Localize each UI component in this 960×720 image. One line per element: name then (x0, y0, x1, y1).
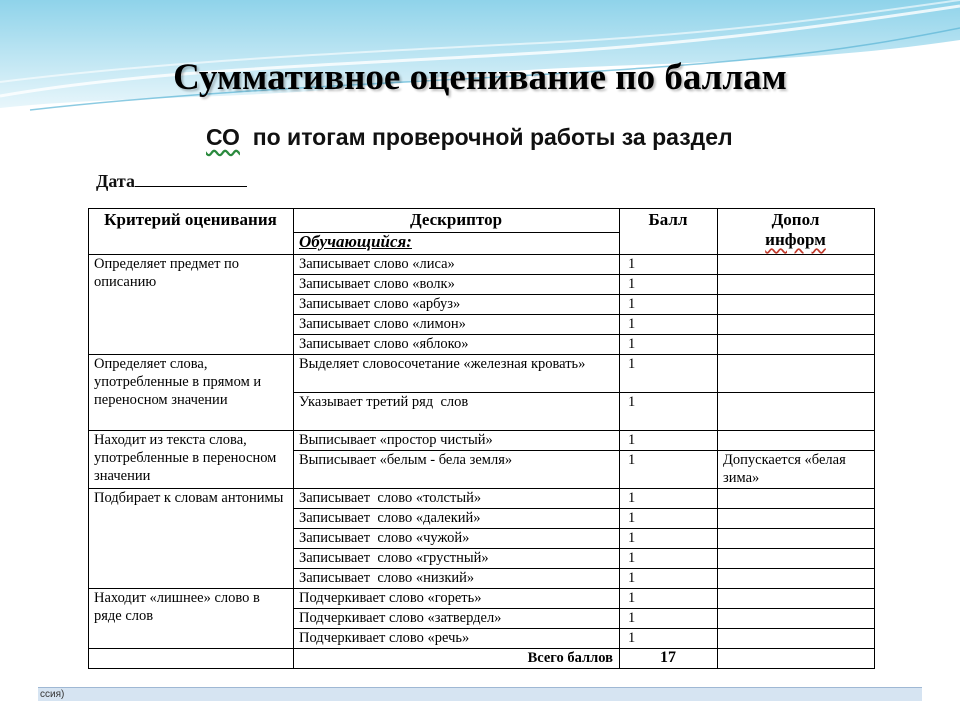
descriptor-cell: Подчеркивает слово «гореть» (294, 589, 620, 609)
total-value: 17 (620, 649, 718, 669)
document-heading (206, 124, 733, 151)
table-row (89, 431, 875, 451)
total-label: Всего баллов (294, 649, 620, 669)
assessment-table (88, 208, 875, 669)
descriptor-cell: Записывает слово «арбуз» (294, 295, 620, 315)
score-cell: 1 (620, 335, 718, 355)
note-cell: Допускается «белая зима» (718, 451, 875, 489)
criterion-cell: Определяет слова, употребленные в прямом и переносном значении (89, 355, 294, 431)
note-cell (718, 275, 875, 295)
criterion-cell: Определяет предмет по описанию (89, 255, 294, 355)
score-cell: 1 (620, 549, 718, 569)
descriptor-cell: Указывает третий ряд слов (294, 393, 620, 431)
score-cell: 1 (620, 629, 718, 649)
header-descriptor: Дескриптор (294, 209, 620, 233)
score-cell: 1 (620, 255, 718, 275)
heading-text: по итогам проверочной работы за раздел (239, 124, 733, 150)
date-blank-line (135, 170, 247, 187)
descriptor-cell: Записывает слово «яблоко» (294, 335, 620, 355)
score-cell: 1 (620, 275, 718, 295)
header-extra-line2: информ (765, 230, 826, 249)
score-cell: 1 (620, 489, 718, 509)
note-cell (718, 549, 875, 569)
score-cell: 1 (620, 295, 718, 315)
note-cell (718, 529, 875, 549)
note-cell (718, 509, 875, 529)
note-cell (718, 295, 875, 315)
criterion-cell: Находит из текста слова, употребленные в переносном значении (89, 431, 294, 489)
status-bar-text: ссия) (40, 689, 65, 700)
heading-co: СО (206, 124, 240, 150)
score-cell: 1 (620, 355, 718, 393)
descriptor-cell: Записывает слово «лиса» (294, 255, 620, 275)
note-cell (718, 569, 875, 589)
descriptor-cell: Записывает слово «толстый» (294, 489, 620, 509)
total-note-cell (718, 649, 875, 669)
descriptor-cell: Записывает слово «низкий» (294, 569, 620, 589)
criterion-cell: Находит «лишнее» слово в ряде слов (89, 589, 294, 649)
score-cell: 1 (620, 451, 718, 489)
note-cell (718, 431, 875, 451)
descriptor-cell: Записывает слово «грустный» (294, 549, 620, 569)
score-cell: 1 (620, 393, 718, 431)
score-cell: 1 (620, 569, 718, 589)
table-body (89, 255, 875, 649)
table-row (89, 255, 875, 275)
table-row (89, 589, 875, 609)
descriptor-cell: Подчеркивает слово «речь» (294, 629, 620, 649)
note-cell (718, 335, 875, 355)
descriptor-cell: Выписывает «белым - бела земля» (294, 451, 620, 489)
table-row (89, 355, 875, 393)
note-cell (718, 355, 875, 393)
descriptor-cell: Подчеркивает слово «затвердел» (294, 609, 620, 629)
header-descriptor-sub: Обучающийся: (294, 233, 620, 255)
note-cell (718, 629, 875, 649)
note-cell (718, 489, 875, 509)
status-bar (38, 687, 922, 701)
score-cell: 1 (620, 509, 718, 529)
descriptor-cell: Выписывает «простор чистый» (294, 431, 620, 451)
note-cell (718, 255, 875, 275)
table-row (89, 489, 875, 509)
header-extra-line1: Допол (771, 210, 820, 229)
score-cell: 1 (620, 315, 718, 335)
document-page (52, 116, 920, 688)
date-field (96, 170, 247, 192)
score-cell: 1 (620, 609, 718, 629)
descriptor-cell: Записывает слово «лимон» (294, 315, 620, 335)
criterion-cell: Подбирает к словам антонимы (89, 489, 294, 589)
score-cell: 1 (620, 589, 718, 609)
header-extra-info (718, 209, 875, 255)
descriptor-cell: Записывает слово «чужой» (294, 529, 620, 549)
descriptor-cell: Записывает слово «далекий» (294, 509, 620, 529)
note-cell (718, 315, 875, 335)
note-cell (718, 393, 875, 431)
date-label: Дата (96, 171, 135, 191)
note-cell (718, 589, 875, 609)
header-criterion: Критерий оценивания (89, 209, 294, 255)
slide-title: Суммативное оценивание по баллам (173, 57, 787, 98)
score-cell: 1 (620, 431, 718, 451)
header-score: Балл (620, 209, 718, 255)
descriptor-cell: Выделяет словосочетание «железная кровать» (294, 355, 620, 393)
score-cell: 1 (620, 529, 718, 549)
total-empty-cell (89, 649, 294, 669)
note-cell (718, 609, 875, 629)
total-row (89, 649, 875, 669)
descriptor-cell: Записывает слово «волк» (294, 275, 620, 295)
